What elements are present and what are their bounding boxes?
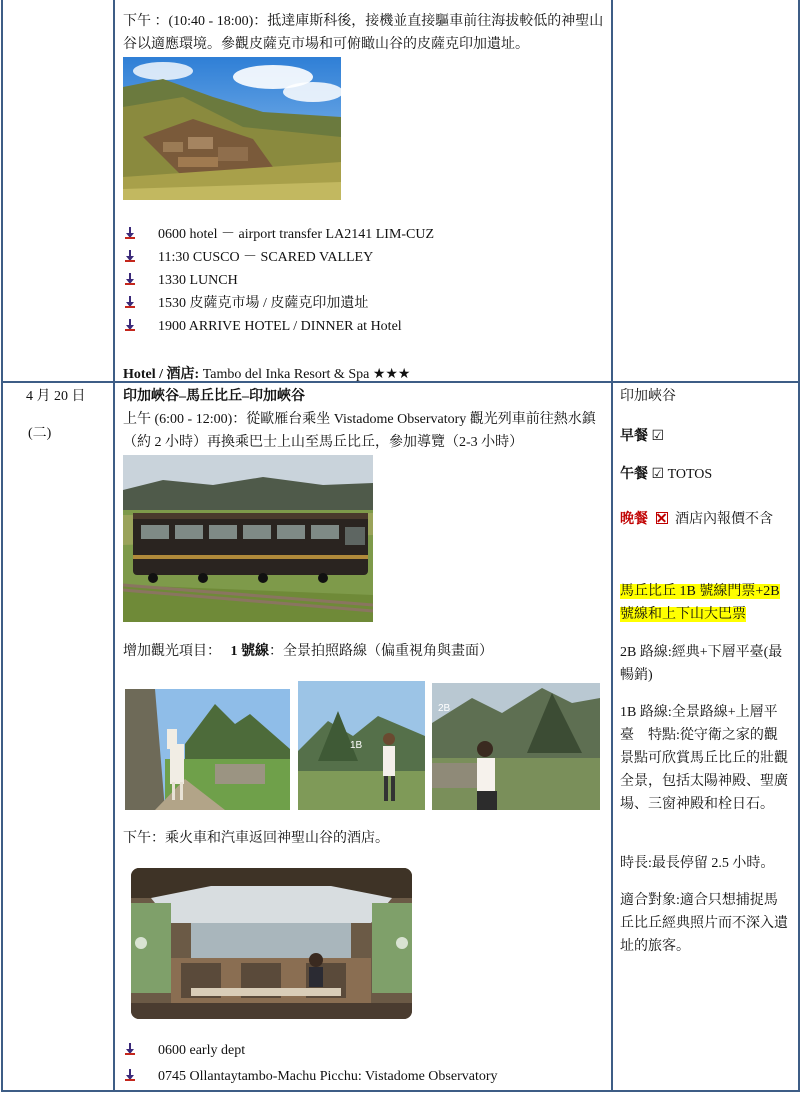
- dinner-line: [620, 508, 773, 531]
- audience-note: 適合對象:適合只想捕捉馬丘比丘經典照片而不深入遺址的旅客。: [620, 893, 788, 954]
- bullet-arrow-icon: [124, 296, 136, 308]
- lunch-line: [620, 463, 712, 486]
- side-location: 印加峽谷: [620, 389, 676, 404]
- machu-picchu-2b-photo: [432, 683, 600, 810]
- hotel-stars: ★★★: [372, 367, 411, 382]
- day2-weekday: (二): [28, 426, 52, 441]
- day1-afternoon-text: 下午 ：(10:40 - 18:00)：抵達庫斯科後，接機並直接驅車前往海拔較低的神聖山谷以適應環境。參觀皮薩克市場和可俯瞰山谷的皮薩克印加遺址。: [123, 14, 604, 52]
- bullet-arrow-icon: [124, 250, 136, 262]
- photo-tag-1b: 1B: [350, 740, 363, 751]
- day2-schedule-item: 0600 early dept: [158, 1043, 246, 1058]
- day1-schedule-item: 11:30 CUSCO － SCARED VALLEY: [158, 250, 374, 265]
- day2-date: 4 月 20 日: [26, 389, 86, 404]
- route-2b-note: 2B 路線:經典+下層平臺(最暢銷): [620, 645, 783, 683]
- day2-optional-line: [123, 640, 493, 663]
- lunch-note: TOTOS: [667, 467, 713, 482]
- day1-schedule-item: 1330 LUNCH: [158, 273, 238, 288]
- llama-machu-picchu-photo: [125, 689, 290, 810]
- checkbox-checked-icon: ☑: [651, 467, 665, 482]
- pisac-ruins-photo: [123, 57, 341, 200]
- day2-schedule-item: 0745 Ollantaytambo-Machu Picchu: Vistadome Observatory: [158, 1069, 498, 1084]
- table-border-left: [1, 0, 3, 1092]
- route-1b-note: 1B 路線:全景路線+上層平臺 特點:從守衛之家的觀景點可欣賞馬丘比丘的壯觀全景，包括太陽神殿、聖廣場、三窗神殿和栓日石。: [620, 705, 788, 812]
- hotel-name: Tambo del Inka Resort & Spa: [202, 367, 370, 382]
- day1-hotel-line: [123, 363, 410, 386]
- vistadome-train-photo: [123, 455, 373, 622]
- bullet-arrow-icon: [124, 1069, 136, 1081]
- lunch-label: 午餐: [620, 467, 648, 482]
- bullet-arrow-icon: [124, 273, 136, 285]
- ticket-note-highlight: 馬丘比丘 1B 號線門票+2B號線和上下山大巴票: [620, 584, 780, 622]
- hotel-label: Hotel / 酒店:: [123, 367, 200, 382]
- bullet-arrow-icon: [124, 319, 136, 331]
- machu-picchu-1b-photo: [298, 681, 425, 810]
- checkbox-crossed-icon: [656, 512, 668, 524]
- bullet-arrow-icon: [124, 227, 136, 239]
- day2-title: 印加峽谷–馬丘比丘–印加峽谷: [123, 389, 305, 404]
- day1-schedule-item: 1530 皮薩克市場 / 皮薩克印加遺址: [158, 296, 369, 311]
- optional-route: 1 號線: [230, 644, 269, 659]
- table-divider-side: [611, 0, 613, 1092]
- day2-morning-text: 上午 (6:00 - 12:00)：從歐雁台乘坐 Vistadome Observatory 觀光列車前往熱水鎮（約 2 小時）再換乘巴士上山至馬丘比丘，參加導覽（2-3 小時）: [123, 412, 596, 450]
- table-divider-date: [113, 0, 115, 1092]
- optional-suffix: ：全景拍照路線（偏重視角與畫面）: [269, 644, 493, 659]
- day2-afternoon-text: 下午：乘火車和汽車返回神聖山谷的酒店。: [123, 831, 389, 846]
- breakfast-line: [620, 425, 664, 448]
- breakfast-label: 早餐: [620, 429, 648, 444]
- train-interior-photo: [131, 868, 412, 1019]
- bullet-arrow-icon: [124, 1043, 136, 1055]
- day1-schedule-item: 1900 ARRIVE HOTEL / DINNER at Hotel: [158, 319, 402, 334]
- dinner-label: 晚餐: [620, 512, 648, 527]
- checkbox-checked-icon: ☑: [651, 429, 665, 444]
- table-border-bottom: [1, 1090, 800, 1092]
- table-border-right: [798, 0, 800, 1092]
- day1-schedule-item: 0600 hotel － airport transfer LA2141 LIM-CUZ: [158, 227, 435, 242]
- duration-note: 時長:最長停留 2.5 小時。: [620, 856, 775, 871]
- optional-prefix: 增加觀光項目：: [123, 644, 221, 659]
- dinner-note: 酒店內報價不含: [675, 512, 773, 527]
- photo-tag-2b: 2B: [438, 703, 451, 714]
- ticket-note: [620, 580, 788, 626]
